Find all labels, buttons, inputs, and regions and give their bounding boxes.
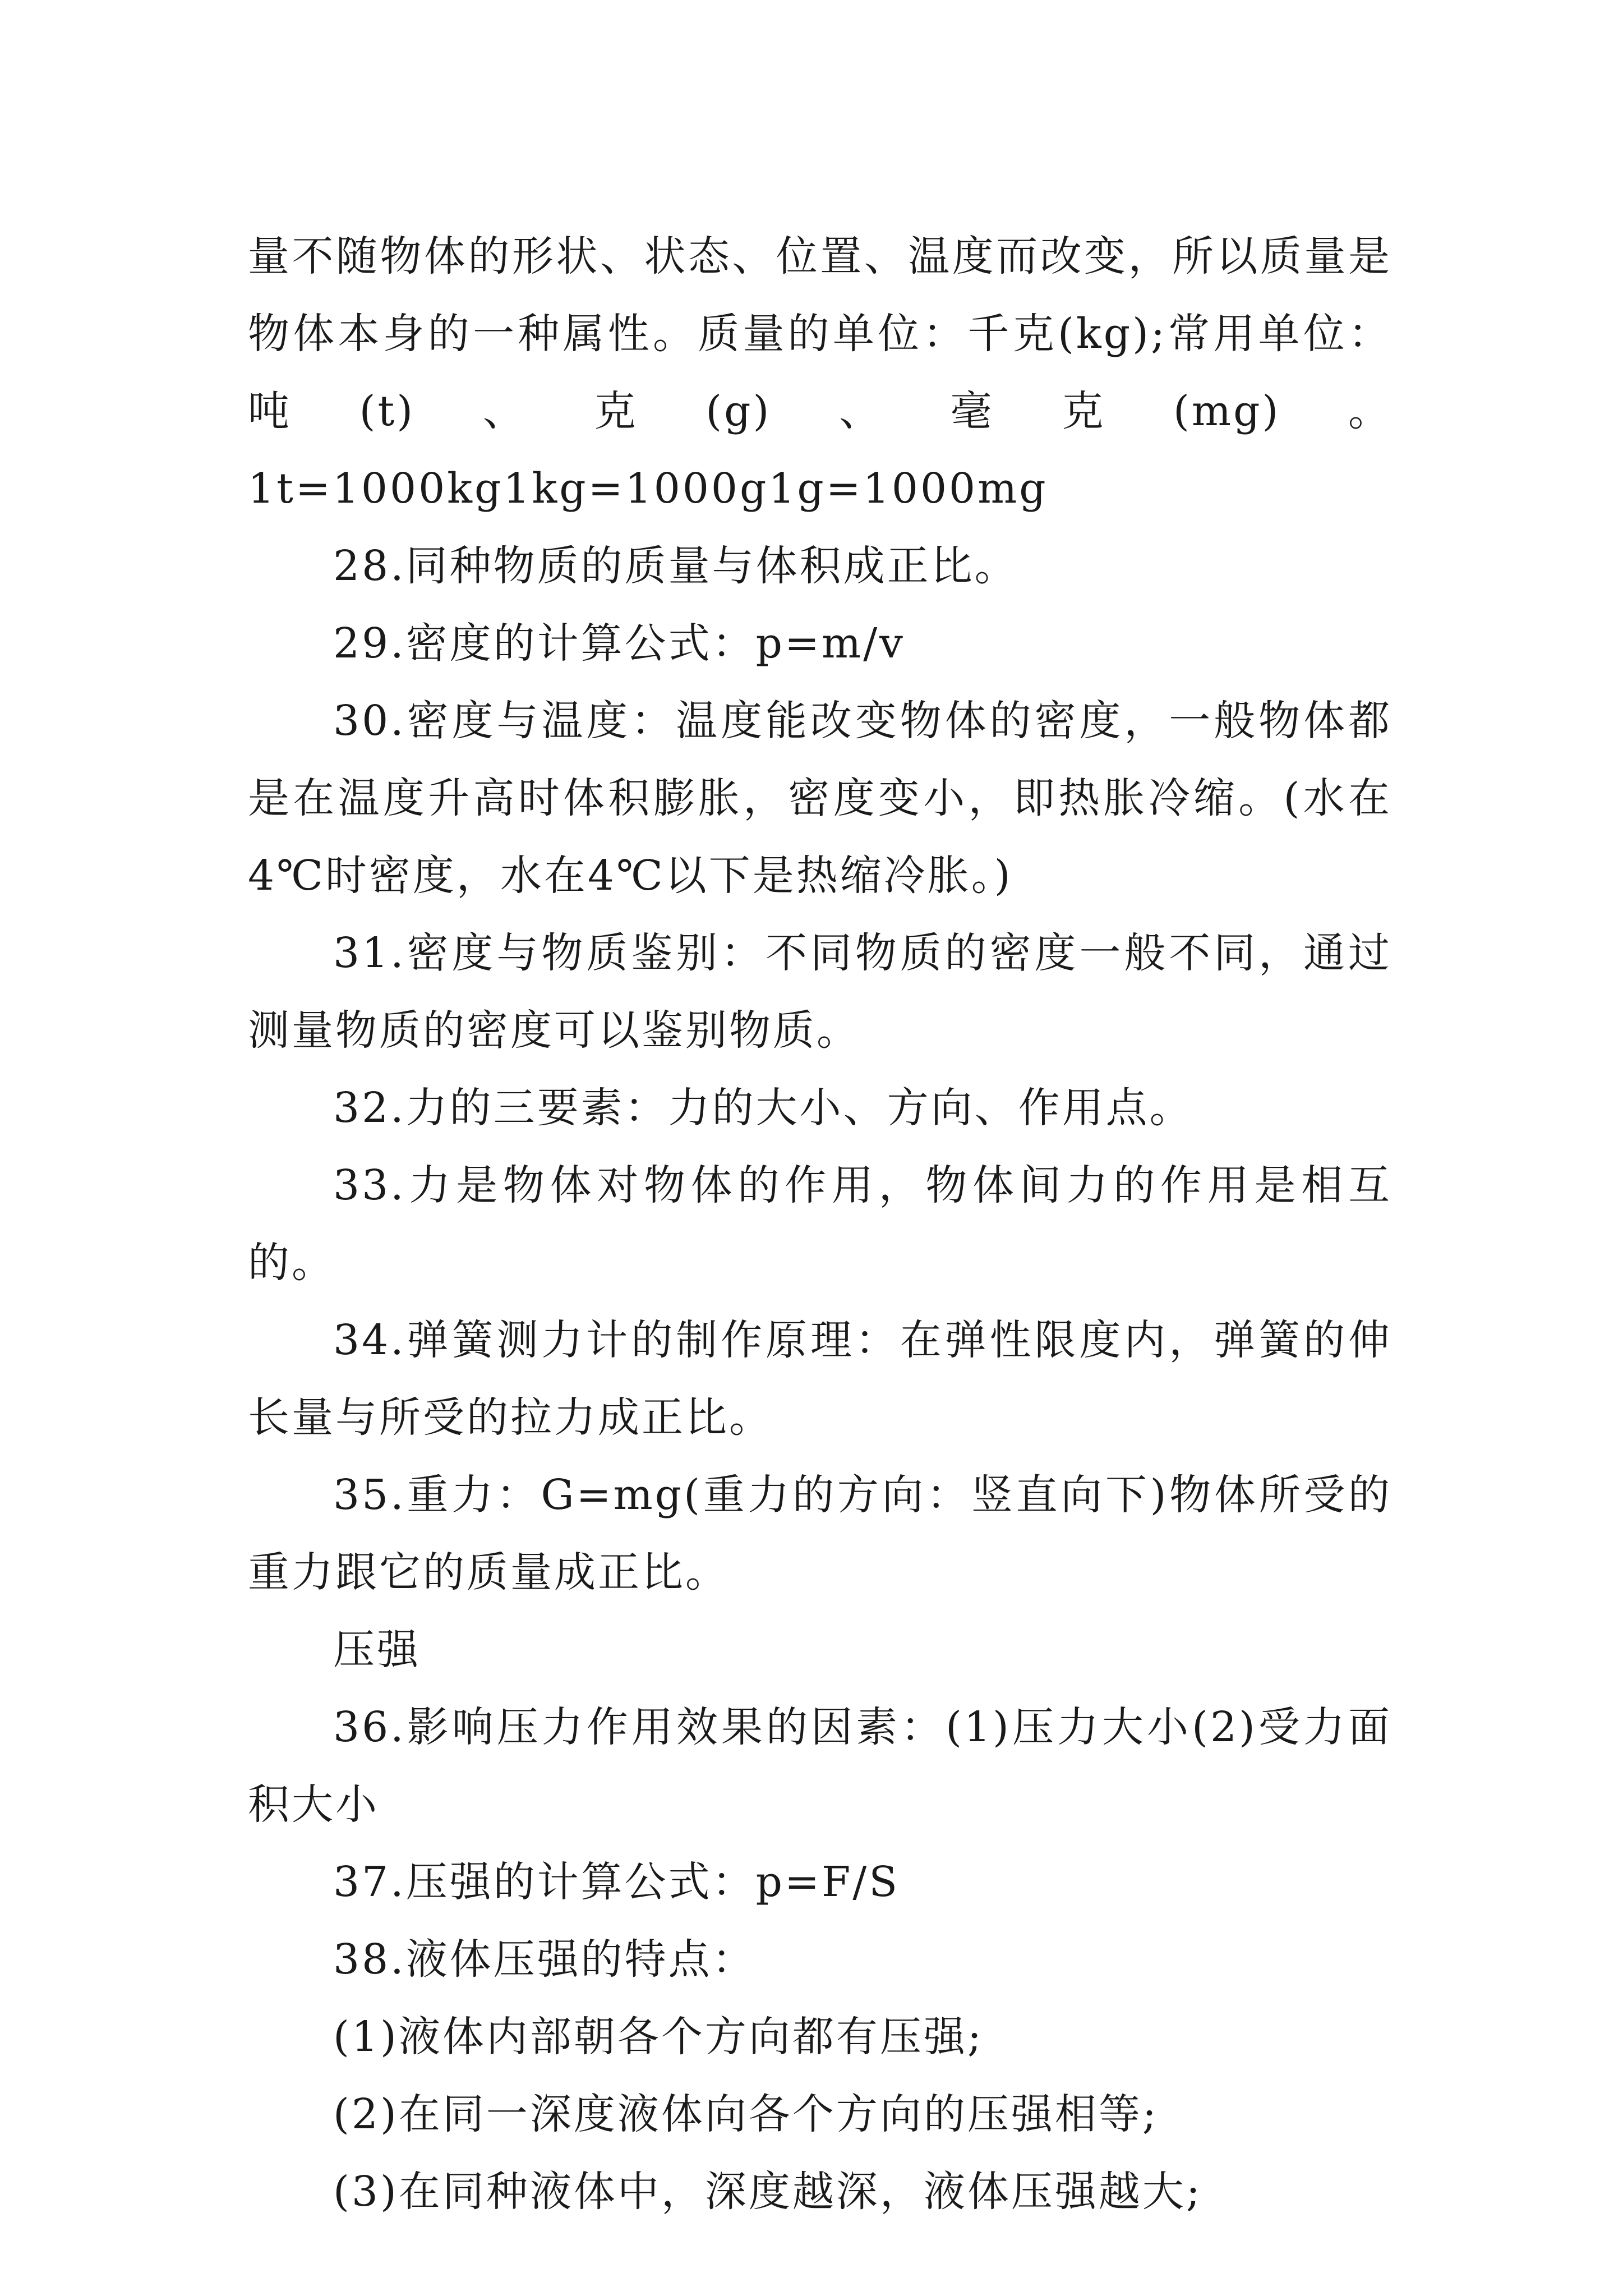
list-item-38-2: (2)在同一深度液体向各个方向的压强相等; <box>333 2090 1159 2138</box>
paragraph-37: 37.压强的计算公式：p=F/S <box>333 1858 900 1906</box>
paragraph-29: 29.密度的计算公式：p=m/v <box>333 619 905 668</box>
paragraph-32: 32.力的三要素：力的大小、方向、作用点。 <box>333 1084 1193 1132</box>
paragraph-28: 28.同种物质的质量与体积成正比。 <box>333 542 1018 590</box>
list-item-38-1: (1)液体内部朝各个方向都有压强; <box>333 2013 984 2061</box>
paragraph-38: 38.液体压强的特点： <box>333 1935 756 1984</box>
paragraph-34: 34.弹簧测力计的制作原理：在弹性限度内，弹簧的伸长量与所受的拉力成正比。 <box>248 1316 1392 1442</box>
paragraph-33: 33.力是物体对物体的作用，物体间力的作用是相互的。 <box>248 1161 1392 1287</box>
paragraph-mass-continued: 量不随物体的形状、状态、位置、温度而改变，所以质量是物体本身的一种属性。质量的单位：千克(kg);常用单位：吨(t)、克(g)、毫克(mg)。1t=1000kg1kg=1000g1g=1000mg <box>248 232 1392 513</box>
document-body <box>248 218 1392 2230</box>
list-item-38-3: (3)在同种液体中，深度越深，液体压强越大; <box>333 2168 1202 2216</box>
paragraph-36: 36.影响压力作用效果的因素：(1)压力大小(2)受力面积大小 <box>248 1703 1392 1829</box>
paragraph-30: 30.密度与温度：温度能改变物体的密度，一般物体都是在温度升高时体积膨胀，密度变小，即热胀冷缩。(水在4℃时密度，水在4℃以下是热缩冷胀。) <box>248 697 1392 900</box>
paragraph-35: 35.重力：G=mg(重力的方向：竖直向下)物体所受的重力跟它的质量成正比。 <box>248 1471 1392 1596</box>
section-heading-pressure: 压强 <box>333 1626 421 1674</box>
paragraph-31: 31.密度与物质鉴别：不同物质的密度一般不同，通过测量物质的密度可以鉴别物质。 <box>248 929 1392 1055</box>
